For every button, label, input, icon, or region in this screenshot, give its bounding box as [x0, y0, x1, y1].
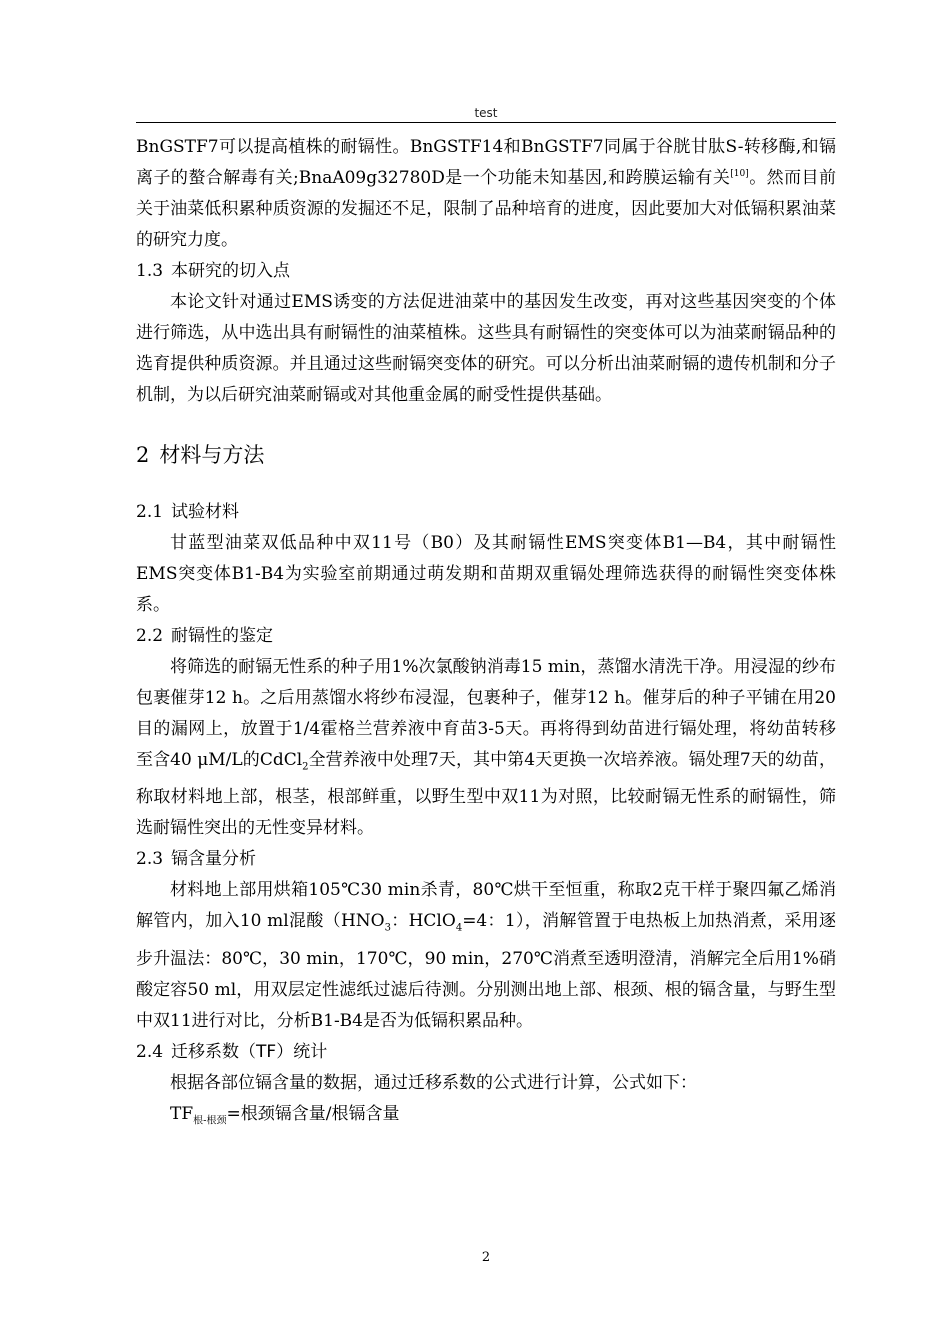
- chapter-heading-2: [136, 439, 836, 471]
- paragraph-continued: [136, 132, 836, 256]
- chapter-number: 2: [136, 443, 150, 467]
- section-title: 本研究的切入点: [171, 261, 291, 281]
- section-title: 耐镉性的鉴定: [171, 626, 274, 646]
- subscript: 3: [384, 922, 391, 934]
- section-title: 镉含量分析: [171, 849, 257, 870]
- section-title: 试验材料: [171, 502, 240, 522]
- formula-expression: =根颈镉含量/根镉含量: [226, 1103, 400, 1124]
- section-number: 1.3: [136, 261, 164, 281]
- formula-subscript: 根-根颈: [193, 1115, 227, 1127]
- section-heading-1-3: [136, 256, 836, 287]
- paragraph: 甘蓝型油菜双低品种中双11号（B0）及其耐镉性EMS突变体B1—B4，其中耐镉性EMS突变体B1-B4为实验室前期通过萌发期和苗期双重镉处理筛选获得的耐镉性突变体株系。: [136, 533, 836, 615]
- paragraph-text: ：HClO: [390, 911, 456, 932]
- paragraph-text: 。然而目前关于油菜低积累种质资源的发掘还不足，限制了品种培育的进度，因此要加大对低镉积累油菜的研究力度。: [136, 168, 836, 250]
- paragraph: 根据各部位镉含量的数据，通过迁移系数的公式进行计算，公式如下：: [170, 1072, 697, 1093]
- page-content: [136, 132, 836, 1136]
- paragraph: 本论文针对通过EMS诱变的方法促进油菜中的基因发生改变，再对这些基因突变的个体进行筛选，从中选出具有耐镉性的油菜植株。这些具有耐镉性的突变体可以为油菜耐镉品种的选育提供种质资源。并且通过这些耐镉突变体的研究。可以分析出油菜耐镉的遗传机制和分子机制，为以后研究油菜耐镉或对其他重金属的耐受性提供基础。: [136, 292, 836, 405]
- section-heading-2-4: [136, 1037, 836, 1068]
- section-number: 2.4: [136, 1041, 164, 1062]
- chapter-title: 材料与方法: [159, 443, 265, 467]
- section-heading-2-1: [136, 497, 836, 528]
- paragraph-text: BnGSTF7可以提高植株的耐镉性。BnGSTF14和BnGSTF7同属于谷胱甘肽S-转移酶,和镉离子的螯合解毒有关;BnaA09g32780D是一个功能未知基因,和跨膜运输有关: [136, 137, 836, 188]
- subscript: 4: [455, 922, 463, 934]
- citation-ref: [10]: [730, 169, 749, 179]
- section-heading-2-3: [136, 844, 836, 875]
- page-number: 2: [481, 1250, 491, 1265]
- subscript: 2: [302, 761, 309, 773]
- section-heading-2-2: [136, 621, 836, 652]
- section-number: 2.1: [136, 502, 164, 522]
- paragraph: [136, 875, 836, 1036]
- paragraph-text: =4：1），消解管置于电热板上加热消煮，采用逐步升温法：80℃，30 min，170℃，90 min，270℃消煮至透明澄清，消解完全后用1%硝酸定容50 ml，用双层定性滤纸过滤后待测。分别测出地上部、根颈、根的镉含量，与野生型中双11进行对比，分析B1-B4是否为低镉积累品种。: [136, 911, 836, 1031]
- section-title: 迁移系数（TF）统计: [171, 1041, 328, 1062]
- section-number: 2.2: [136, 626, 164, 646]
- paragraph-text: 材料地上部用烘箱105℃30 min杀青，80℃烘干至恒重，称取2克干样于聚四氟乙烯消解管内，加入10 ml混酸（HNO: [136, 880, 836, 932]
- paragraph-text: 将筛选的耐镉无性系的种子用1%次氯酸钠消毒15 min，蒸馏水清洗干净。用浸湿的纱布包裹催芽12 h。之后用蒸馏水将纱布浸湿，包裹种子，催芽12 h。催芽后的种子平铺在用20目的漏网上，放置于1/4霍格兰营养液中育苗3-5天。再将得到幼苗进行镉处理，将幼苗转移至含40 μM/L的CdCl: [136, 657, 836, 770]
- header-rule: [136, 122, 836, 123]
- paragraph: [136, 652, 836, 844]
- paragraph-text: 全营养液中处理7天，其中第4天更换一次培养液。镉处理7天的幼苗，称取材料地上部，根茎，根部鲜重，以野生型中双11为对照，比较耐镉无性系的耐镉性，筛选耐镉性突出的无性变异材料。: [136, 750, 836, 839]
- page-header: test: [474, 106, 498, 120]
- formula-symbol: TF: [170, 1103, 194, 1124]
- section-number: 2.3: [136, 849, 164, 870]
- formula: [136, 1099, 836, 1136]
